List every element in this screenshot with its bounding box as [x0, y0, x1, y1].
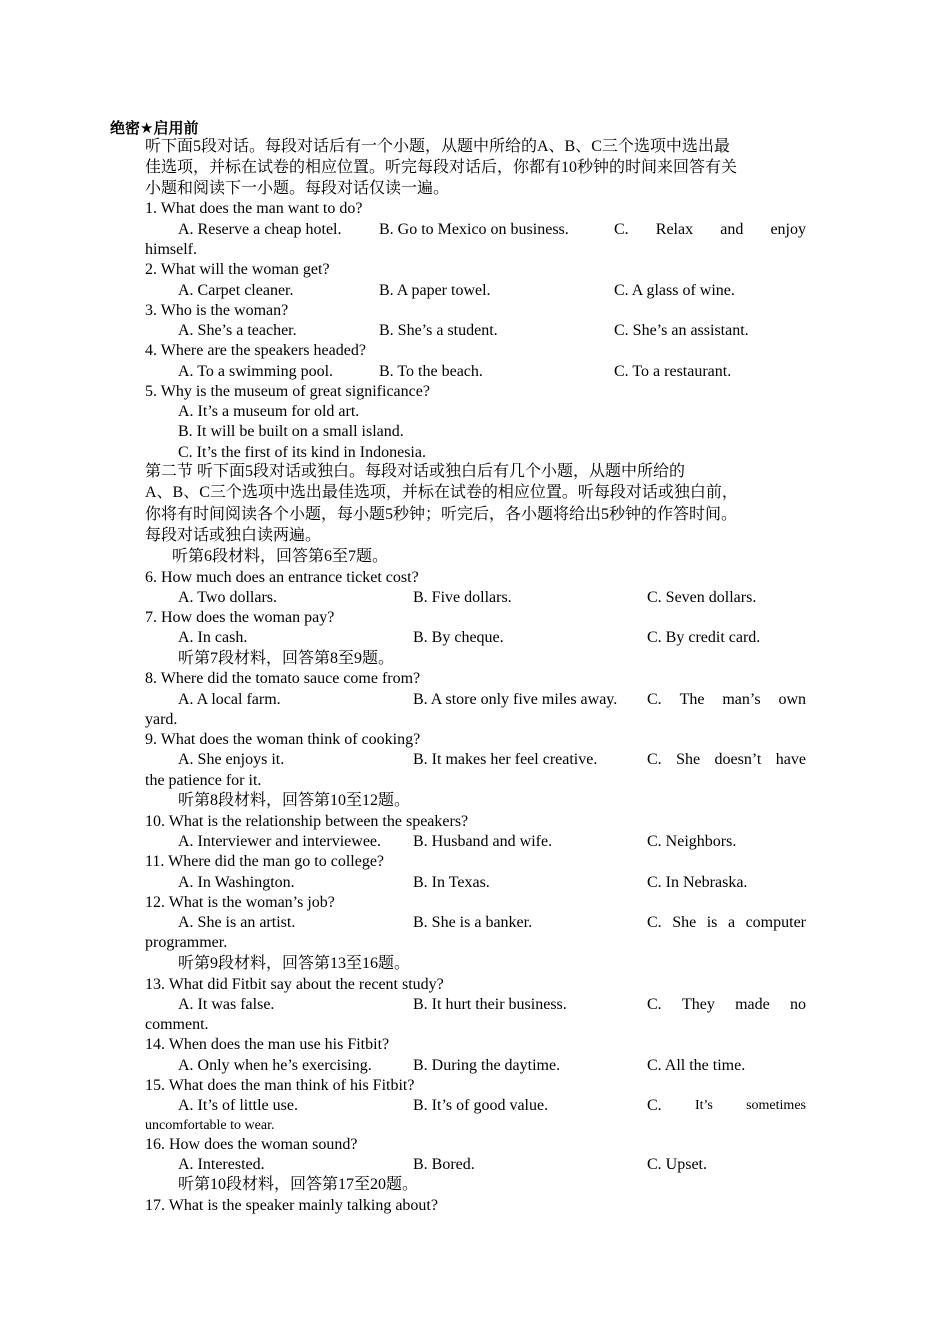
word: It’s: [694, 1098, 713, 1113]
section1-instruction-line: 佳选项，并标在试卷的相应位置。听完每段对话后，你都有10秒钟的时间来回答有关: [145, 159, 738, 176]
question-14-option-b: B. During the daytime.: [413, 1057, 561, 1074]
question-6-option-c: C. Seven dollars.: [647, 589, 757, 606]
question-9-option-c: [647, 750, 806, 770]
section1-instruction-line: 小题和阅读下一小题。每段对话仅读一遍。: [145, 180, 450, 197]
question-6-option-a: A. Two dollars.: [178, 589, 278, 606]
word: C.: [647, 996, 662, 1013]
question-11-stem: 11. Where did the man go to college?: [145, 853, 385, 870]
question-4-option-a: A. To a swimming pool.: [178, 363, 334, 380]
word: is: [706, 914, 718, 931]
material-10-prompt: 听第10段材料，回答第17至20题。: [178, 1176, 419, 1193]
word: own: [778, 691, 806, 708]
question-2-option-c: C. A glass of wine.: [614, 282, 735, 299]
question-12-option-a: A. She is an artist.: [178, 914, 296, 931]
question-5-option-b: B. It will be built on a small island.: [178, 423, 404, 440]
section2-instruction-line: A、B、C三个选项中选出最佳选项，并标在试卷的相应位置。听每段对话或独白前，: [145, 484, 738, 501]
word: enjoy: [770, 221, 806, 238]
question-15-option-b: B. It’s of good value.: [413, 1097, 549, 1114]
question-17-stem: 17. What is the speaker mainly talking about?: [145, 1197, 438, 1214]
question-8-option-a: A. A local farm.: [178, 691, 281, 708]
question-2-option-a: A. Carpet cleaner.: [178, 282, 294, 299]
question-5-option-c: C. It’s the first of its kind in Indonesia.: [178, 444, 426, 461]
question-12-option-b: B. She is a banker.: [413, 914, 533, 931]
question-1-option-c: [614, 220, 806, 240]
word: C.: [614, 221, 629, 238]
question-3-option-c: C. She’s an assistant.: [614, 322, 749, 339]
question-8-option-c: [647, 690, 806, 710]
question-2-stem: 2. What will the woman get?: [145, 261, 330, 278]
question-1-option-c-continued: himself.: [145, 241, 197, 258]
question-1-stem: 1. What does the man want to do?: [145, 200, 363, 217]
question-8-stem: 8. Where did the tomato sauce come from?: [145, 670, 421, 687]
question-9-option-a: A. She enjoys it.: [178, 751, 285, 768]
question-8-option-c-continued: yard.: [145, 711, 178, 728]
question-13-option-b: B. It hurt their business.: [413, 996, 567, 1013]
question-5-stem: 5. Why is the museum of great significance?: [145, 383, 430, 400]
word: C.: [647, 751, 662, 768]
question-4-option-c: C. To a restaurant.: [614, 363, 732, 380]
question-15-stem: 15. What does the man think of his Fitbit?: [145, 1077, 415, 1094]
word: man’s: [722, 691, 761, 708]
section1-instruction-line: 听下面5段对话。每段对话后有一个小题，从题中所给的A、B、C三个选项中选出最: [145, 138, 730, 155]
section2-instruction-line: 你将有时间阅读各个小题，每小题5秒钟；听完后，各小题将给出5秒钟的作答时间。: [145, 506, 738, 523]
material-7-prompt: 听第7段材料，回答第8至9题。: [178, 650, 395, 667]
word: She: [676, 751, 701, 768]
word: a: [727, 914, 736, 931]
question-6-stem: 6. How much does an entrance ticket cost?: [145, 569, 419, 586]
question-9-option-c-continued: the patience for it.: [145, 772, 262, 789]
question-13-stem: 13. What did Fitbit say about the recent study?: [145, 976, 444, 993]
question-10-option-b: B. Husband and wife.: [413, 833, 553, 850]
question-12-option-c: [647, 913, 806, 933]
section2-instruction-line: 每段对话或独白读两遍。: [145, 527, 322, 544]
material-8-prompt: 听第8段材料，回答第10至12题。: [178, 792, 411, 809]
question-6-option-b: B. Five dollars.: [413, 589, 512, 606]
word: They: [681, 996, 715, 1013]
question-14-option-c: C. All the time.: [647, 1057, 746, 1074]
question-7-option-b: B. By cheque.: [413, 629, 504, 646]
question-4-stem: 4. Where are the speakers headed?: [145, 342, 366, 359]
question-13-option-c-continued: comment.: [145, 1016, 209, 1033]
question-10-option-c: C. Neighbors.: [647, 833, 737, 850]
question-16-option-a: A. Interested.: [178, 1156, 265, 1173]
question-8-option-b: B. A store only five miles away.: [413, 691, 618, 708]
question-11-option-c: C. In Nebraska.: [647, 874, 748, 891]
question-3-option-a: A. She’s a teacher.: [178, 322, 297, 339]
word: C.: [647, 1097, 662, 1114]
question-13-option-a: A. It was false.: [178, 996, 275, 1013]
word: and: [720, 221, 744, 238]
word: Relax: [655, 221, 694, 238]
word: The: [679, 691, 705, 708]
question-10-option-a: A. Interviewer and interviewee.: [178, 833, 382, 850]
question-5-option-a: A. It’s a museum for old art.: [178, 403, 360, 420]
question-14-stem: 14. When does the man use his Fitbit?: [145, 1036, 390, 1053]
question-3-option-b: B. She’s a student.: [379, 322, 498, 339]
question-7-option-c: C. By credit card.: [647, 629, 761, 646]
word: C.: [647, 691, 662, 708]
question-11-option-b: B. In Texas.: [413, 874, 490, 891]
question-16-option-c: C. Upset.: [647, 1156, 707, 1173]
question-15-option-a: A. It’s of little use.: [178, 1097, 298, 1114]
question-12-option-c-continued: programmer.: [145, 934, 228, 951]
section2-instruction-line: 第二节 听下面5段对话或独白。每段对话或独白后有几个小题，从题中所给的: [145, 463, 686, 480]
question-3-stem: 3. Who is the woman?: [145, 302, 289, 319]
question-15-option-c-continued: uncomfortable to wear.: [145, 1118, 275, 1133]
question-9-option-b: B. It makes her feel creative.: [413, 751, 598, 768]
question-14-option-a: A. Only when he’s exercising.: [178, 1057, 372, 1074]
question-1-option-a: A. Reserve a cheap hotel.: [178, 221, 342, 238]
question-7-stem: 7. How does the woman pay?: [145, 609, 335, 626]
question-16-stem: 16. How does the woman sound?: [145, 1136, 358, 1153]
word: She: [672, 914, 697, 931]
question-12-stem: 12. What is the woman’s job?: [145, 894, 335, 911]
word: made: [735, 996, 770, 1013]
question-13-option-c: [647, 995, 806, 1015]
question-15-option-c: [647, 1096, 806, 1116]
material-9-prompt: 听第9段材料，回答第13至16题。: [178, 955, 411, 972]
question-7-option-a: A. In cash.: [178, 629, 248, 646]
word: computer: [745, 914, 806, 931]
word: doesn’t: [714, 751, 762, 768]
question-10-stem: 10. What is the relationship between the speakers?: [145, 813, 469, 830]
question-1-option-b: B. Go to Mexico on business.: [379, 221, 569, 238]
word: C.: [647, 914, 662, 931]
question-11-option-a: A. In Washington.: [178, 874, 295, 891]
word: no: [790, 996, 806, 1013]
word: have: [775, 751, 806, 768]
question-16-option-b: B. Bored.: [413, 1156, 475, 1173]
question-4-option-b: B. To the beach.: [379, 363, 483, 380]
word: sometimes: [746, 1098, 806, 1113]
question-9-stem: 9. What does the woman think of cooking?: [145, 731, 421, 748]
material-6-prompt: 听第6段材料，回答第6至7题。: [172, 548, 389, 565]
confidential-header: 绝密★启用前: [110, 119, 199, 137]
question-2-option-b: B. A paper towel.: [379, 282, 491, 299]
